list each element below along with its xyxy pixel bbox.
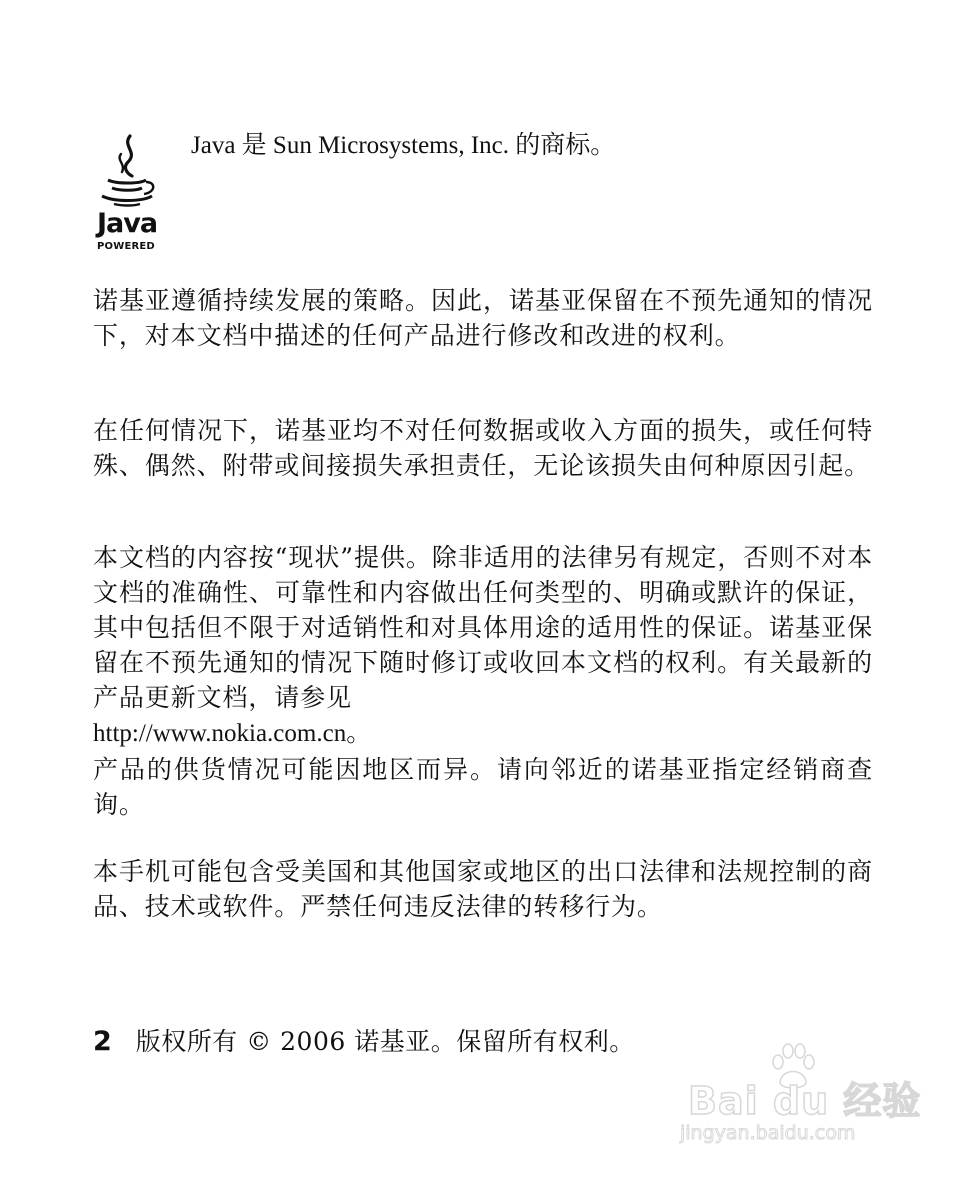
- paragraph-availability: 产品的供货情况可能因地区而异。请向邻近的诺基亚指定经销商查询。: [93, 755, 873, 819]
- baidu-watermark: [680, 1036, 920, 1156]
- paragraph-warranty: [93, 540, 873, 751]
- nokia-url-link[interactable]: http://www.nokia.com.cn。: [93, 720, 372, 747]
- java-wordmark: Java: [97, 208, 158, 239]
- java-coffee-cup-icon: [94, 132, 164, 258]
- paragraph-export-control: 本手机可能包含受美国和其他国家或地区的出口法律和法规控制的商品、技术或软件。严禁任何违反法律的转移行为。: [93, 857, 873, 921]
- page-number: 2: [93, 1026, 112, 1057]
- warranty-text: 本文档的内容按“现状”提供。除非适用的法律另有规定，否则不对本文档的准确性、可靠性和内容做出任何类型的、明确或默许的保证，其中包括但不限于对适销性和对具体用途的适用性的保证。诺基亚保留在不预先通知的情况下随时修订或收回本文档的权利。有关最新的产品更新文档，请参见: [93, 543, 873, 712]
- trademark-notice: Java 是 Sun Microsystems, Inc. 的商标。: [191, 132, 616, 159]
- java-powered-label: POWERED: [97, 241, 155, 252]
- paragraph-liability: 在任何情况下，诺基亚均不对任何数据或收入方面的损失，或任何特殊、偶然、附带或间接损失承担责任，无论该损失由何种原因引起。: [93, 416, 873, 480]
- baidu-watermark-url: jingyan.baidu.com: [680, 1122, 856, 1144]
- paragraph-modification-rights: 诺基亚遵循持续发展的策略。因此，诺基亚保留在不预先通知的情况下，对本文档中描述的任何产品进行修改和改进的权利。: [93, 286, 873, 350]
- baidu-watermark-brand: Bai du 经验: [688, 1079, 922, 1123]
- copyright-notice: 版权所有 © 2006 诺基亚。保留所有权利。: [135, 1027, 635, 1056]
- footer: [93, 1024, 635, 1060]
